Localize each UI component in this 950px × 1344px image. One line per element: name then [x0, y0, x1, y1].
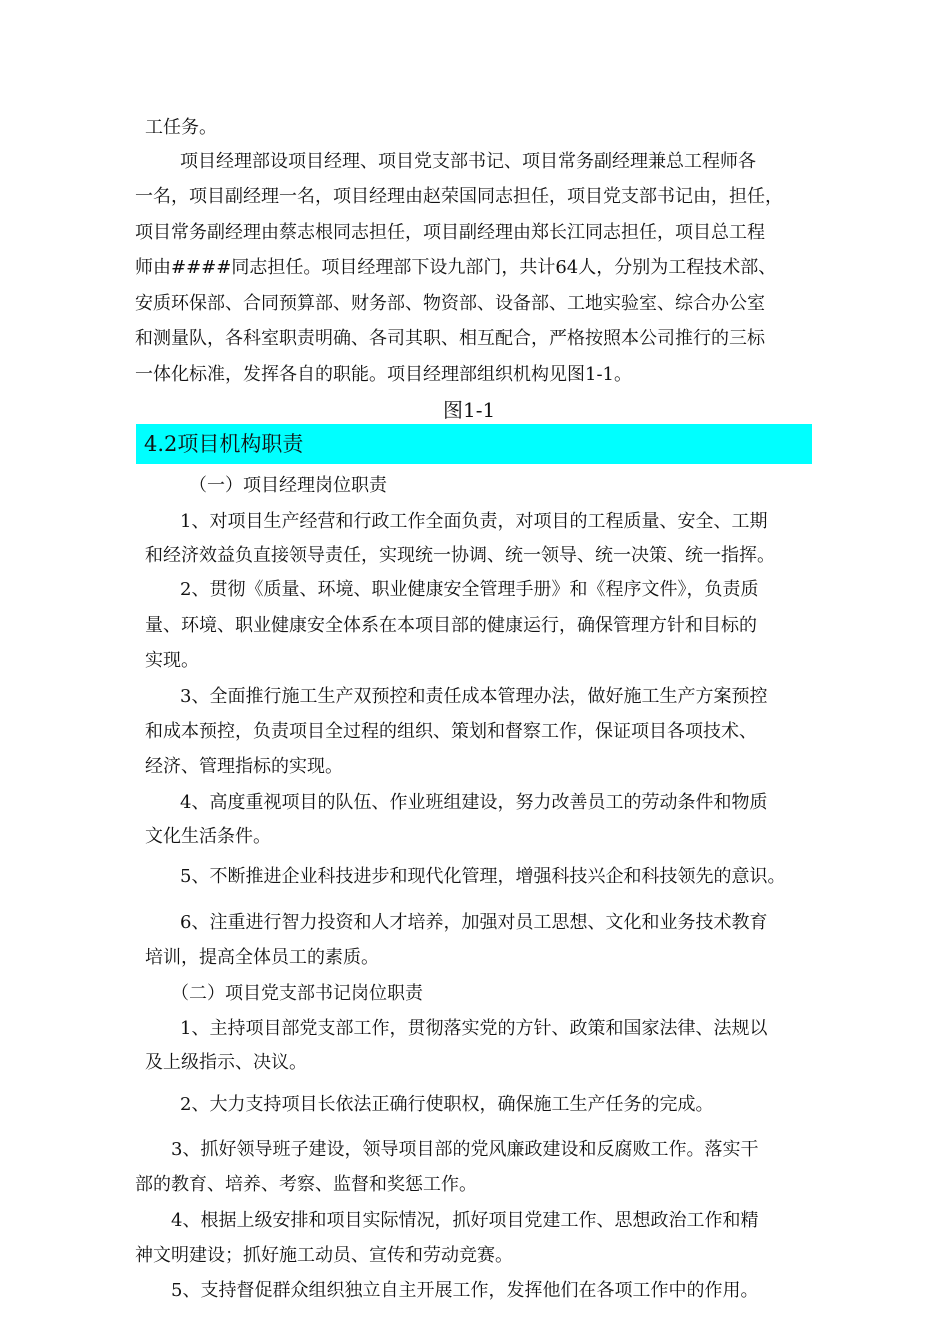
intro-line: 工任务。	[145, 117, 217, 138]
intro-line: 项目经理部设项目经理、项目党支部书记、项目常务副经理兼总工程师各	[180, 151, 756, 172]
duty-line: 5、支持督促群众组织独立自主开展工作，发挥他们在各项工作中的作用。	[171, 1280, 759, 1301]
duty-line: 文化生活条件。	[145, 826, 271, 847]
duty-line: 6、注重进行智力投资和人才培养，加强对员工思想、文化和业务技术教育	[180, 912, 768, 933]
intro-line: 安质环保部、合同预算部、财务部、物资部、设备部、工地实验室、综合办公室	[135, 293, 765, 314]
duty-line: 2、贯彻《质量、环境、职业健康安全管理手册》和《程序文件》，负责质	[180, 579, 759, 600]
duty-line: 培训，提高全体员工的素质。	[145, 947, 379, 968]
duty-line: 4、根据上级安排和项目实际情况，抓好项目党建工作、思想政治工作和精	[171, 1210, 759, 1231]
duty-line: 部的教育、培养、考察、监督和奖惩工作。	[135, 1174, 477, 1195]
intro-line: 和测量队，各科室职责明确、各司其职、相互配合，严格按照本公司推行的三标	[135, 328, 765, 349]
intro-line: 一体化标准，发挥各自的职能。项目经理部组织机构见图1-1。	[135, 364, 632, 385]
intro-line: 一名，项目副经理一名，项目经理由赵荣国同志担任，项目党支部书记由，担任，	[135, 186, 783, 207]
duty-line: 1、主持项目部党支部工作，贯彻落实党的方针、政策和国家法律、法规以	[180, 1018, 768, 1039]
duty-line: 2、大力支持项目长依法正确行使职权，确保施工生产任务的完成。	[180, 1094, 714, 1115]
duty-line: 神文明建设；抓好施工动员、宣传和劳动竞赛。	[135, 1245, 513, 1266]
subsection-heading: （二）项目党支部书记岗位职责	[171, 983, 423, 1004]
duty-line: 及上级指示、决议。	[145, 1052, 307, 1073]
section-heading: 4.2项目机构职责	[144, 432, 304, 456]
subsection-heading: （一）项目经理岗位职责	[189, 475, 387, 496]
duty-line: 1、对项目生产经营和行政工作全面负责，对项目的工程质量、安全、工期	[180, 511, 768, 532]
duty-line: 3、抓好领导班子建设，领导项目部的党风廉政建设和反腐败工作。落实干	[171, 1139, 759, 1160]
duty-line: 和成本预控，负责项目全过程的组织、策划和督察工作，保证项目各项技术、	[145, 721, 757, 742]
duty-line: 5、不断推进企业科技进步和现代化管理，增强科技兴企和科技领先的意识。	[180, 866, 786, 887]
duty-line: 量、环境、职业健康安全体系在本项目部的健康运行，确保管理方针和目标的	[145, 615, 757, 636]
intro-line: 师由####同志担任。项目经理部下设九部门，共计64人，分别为工程技术部、	[135, 257, 777, 278]
duty-line: 实现。	[145, 650, 199, 671]
section-heading-bar	[136, 424, 812, 464]
intro-line: 项目常务副经理由蔡志根同志担任，项目副经理由郑长江同志担任，项目总工程	[135, 222, 765, 243]
figure-caption: 图1-1	[443, 398, 496, 422]
duty-line: 经济、管理指标的实现。	[145, 756, 343, 777]
duty-line: 和经济效益负直接领导责任，实现统一协调、统一领导、统一决策、统一指挥。	[145, 545, 775, 566]
duty-line: 4、高度重视项目的队伍、作业班组建设，努力改善员工的劳动条件和物质	[180, 792, 768, 813]
duty-line: 3、全面推行施工生产双预控和责任成本管理办法，做好施工生产方案预控	[180, 686, 768, 707]
